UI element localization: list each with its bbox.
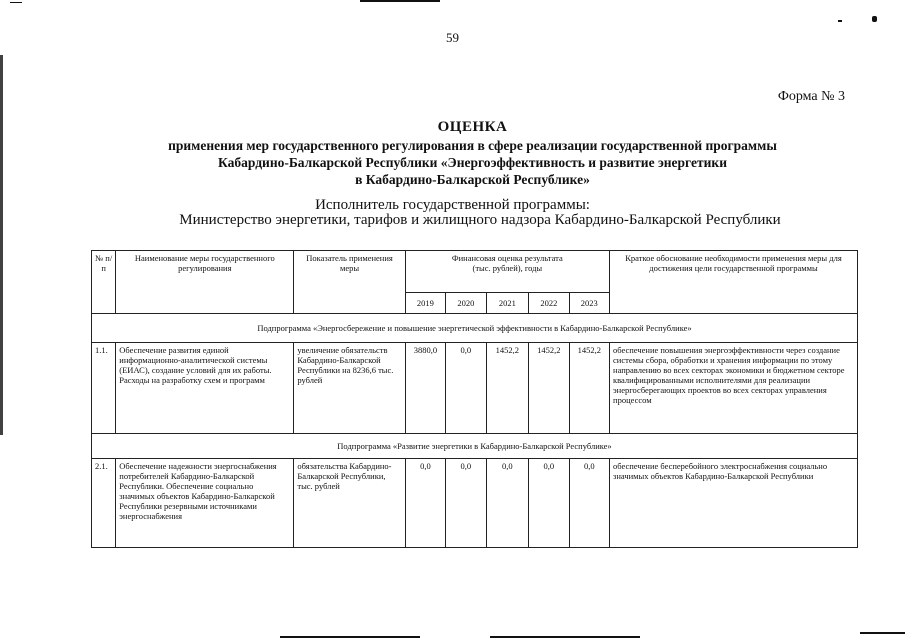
form-label: Форма № 3 [777, 89, 845, 104]
value-2022: 0,0 [529, 459, 569, 548]
header-num: № п/п [92, 251, 116, 314]
subtitle-line: в Кабардино-Балкарской Республике» [355, 172, 590, 187]
subprogram-2: Подпрограмма «Развитие энергетики в Кабардино-Балкарской Республике» [92, 434, 858, 459]
subprogram-row [92, 434, 858, 459]
row-num: 2.1. [92, 459, 116, 548]
value-2023: 1452,2 [569, 343, 609, 434]
value-2019: 0,0 [405, 459, 445, 548]
scan-mark-bottom-1 [280, 636, 420, 638]
year-cell: 2019 [405, 292, 445, 313]
value-2020: 0,0 [446, 343, 486, 434]
row-measure: Обеспечение надежности энергоснабжения потребителей Кабардино-Балкарской Республики. Обеспечение социально значимых объектов Кабардино-Балкарской Республики резервными источниками энергоснабжения [116, 459, 294, 548]
header-finance: Финансовая оценка результата (тыс. рублей), годы [405, 251, 609, 293]
row-justification: обеспечение повышения энергоэффективности через создание системы сбора, обработки и хранения информации по этому направлению во всех секторах экономики и бюджетном секторе квалифицированными исполнителями для реализации энергосберегающих проектов во всех секторах управления процессом [610, 343, 858, 434]
scan-mark-bottom-2 [490, 636, 640, 638]
year-cell: 2023 [569, 292, 609, 313]
value-2020: 0,0 [446, 459, 486, 548]
document-subtitle [60, 137, 885, 188]
scan-mark-top-right-dot [872, 16, 877, 22]
subtitle-line: применения мер государственного регулирования в сфере реализации государственной программы [168, 138, 777, 153]
table-header-row [92, 251, 858, 293]
year-cell: 2022 [529, 292, 569, 313]
subtitle-line: Кабардино-Балкарской Республики «Энергоэффективность и развитие энергетики [218, 155, 727, 170]
page-number: 59 [446, 30, 459, 45]
row-num: 1.1. [92, 343, 116, 434]
year-cell: 2021 [486, 292, 528, 313]
scan-mark-top-center [360, 0, 440, 2]
value-2019: 3880,0 [405, 343, 445, 434]
value-2021: 0,0 [486, 459, 528, 548]
value-2021: 1452,2 [486, 343, 528, 434]
executor-label: Исполнитель государственной программы: [315, 197, 590, 213]
row-indicator: обязательства Кабардино-Балкарской Республики, тыс. рублей [294, 459, 405, 548]
header-indicator: Показатель применения меры [294, 251, 405, 314]
row-indicator: увеличение обязательств Кабардино-Балкарской Республики на 8236,6 тыс. рублей [294, 343, 405, 434]
subprogram-row [92, 314, 858, 343]
assessment-table [91, 250, 858, 548]
row-justification: обеспечение бесперебойного электроснабжения социально значимых объектов Кабардино-Балкарской Республики [610, 459, 858, 548]
header-justification: Краткое обоснование необходимости применения меры для достижения цели государственной программы [610, 251, 858, 314]
scan-mark-bottom-3 [860, 632, 905, 634]
value-2022: 1452,2 [529, 343, 569, 434]
document-title: ОЦЕНКА [437, 119, 508, 135]
executor-name: Министерство энергетики, тарифов и жилищного надзора Кабардино-Балкарской Республики [179, 212, 781, 228]
scan-mark-left-bar [0, 55, 3, 435]
header-measure: Наименование меры государственного регулирования [116, 251, 294, 314]
table-row [92, 459, 858, 548]
table-row [92, 343, 858, 434]
scan-mark-top-right-tick [838, 20, 842, 22]
row-measure: Обеспечение развития единой информационно-аналитической системы (ЕИАС), создание условий для их работы. Расходы на разработку схем и программ [116, 343, 294, 434]
value-2023: 0,0 [569, 459, 609, 548]
subprogram-1: Подпрограмма «Энергосбережение и повышение энергетической эффективности в Кабардино-Балкарской Республике» [92, 314, 858, 343]
scan-mark-top-left [10, 2, 22, 3]
year-cell: 2020 [446, 292, 486, 313]
